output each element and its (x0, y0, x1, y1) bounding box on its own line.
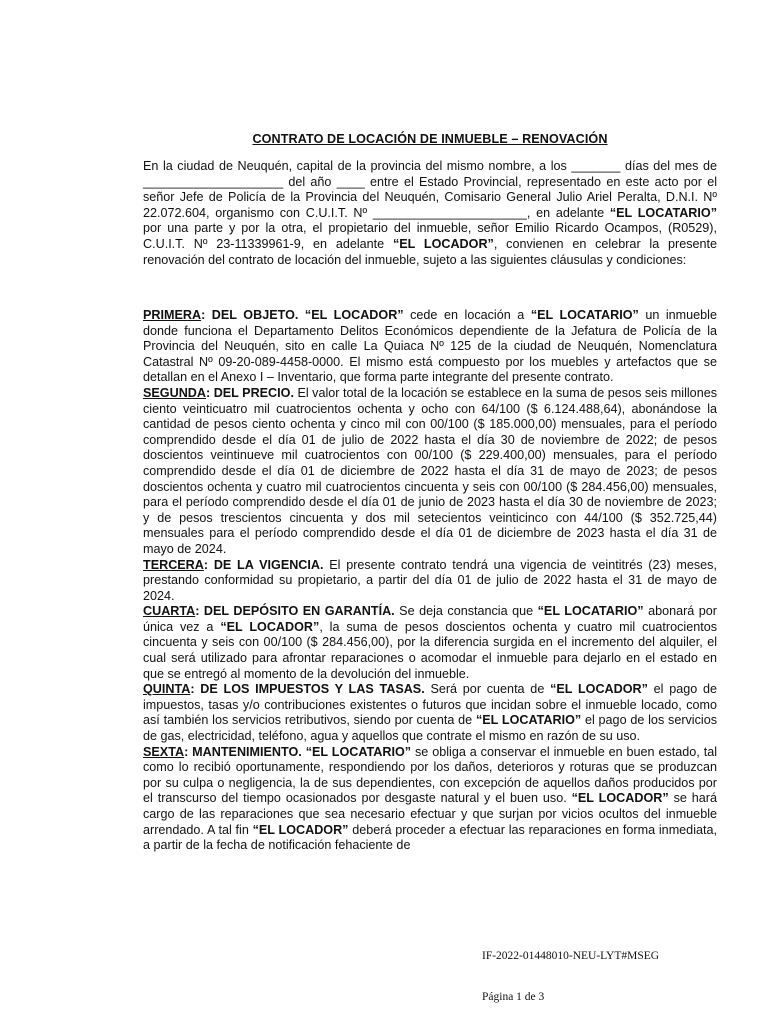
clause-cuarta (143, 604, 717, 682)
clause-text: el pago de impuestos, tasas y/o contribuciones existentes o futuros que incidan sobre el inmueble locado, como así también los servicios retributivos, siendo por cuenta de (143, 682, 717, 728)
clause-text: cede en locación a (403, 308, 531, 322)
clause-text: , la suma de pesos doscientos ochenta y cuatro mil cuatrocientos cincuenta y seis con 00/100 ($ 284.456,00), por la diferencia surgida en el incremento del alquiler, el cual será utilizado para afrontar reparaciones o acomodar el inmueble para dejarlo en el estado en que se entregó al momento de la devolución del inmueble. (143, 619, 717, 681)
clause-title: : DEL DEPÓSITO EN GARANTÍA. (195, 604, 395, 619)
clause-tercera (143, 558, 717, 605)
clause-primera (143, 308, 717, 386)
party-name: “EL LOCATARIO” (609, 205, 717, 220)
clause-text: abonará por única vez a (143, 604, 717, 634)
clause-title: : DE LA VIGENCIA. (203, 557, 324, 572)
clause-segunda (143, 386, 717, 558)
clause-heading (143, 682, 425, 696)
clause-text: Será por cuenta de (424, 682, 551, 697)
party-name: “EL LOCADOR” (252, 822, 349, 837)
clause-heading (143, 386, 294, 400)
clauses-section (143, 308, 717, 854)
intro-text (143, 159, 717, 268)
clause-title: : DEL OBJETO. (201, 308, 299, 322)
clause-number: SEXTA (143, 744, 185, 759)
clause-title: : DEL PRECIO. (205, 385, 294, 400)
clause-sexta (143, 745, 717, 854)
clause-text: , convienen en celebrar la presente renovación del contrato de locación del inmueble, sujeto a las siguientes cláusulas y condiciones: (143, 236, 718, 267)
clause-text: se hará cargo de las reparaciones que sea necesario efectuar y que surjan por vicios ocultos del inmueble arrendado. A tal fin (143, 791, 717, 837)
clause-title: : DE LOS IMPUESTOS Y LAS TASAS. (190, 682, 425, 697)
clause-number: QUINTA (143, 682, 191, 697)
clause-text: En la ciudad de Neuquén, capital de la provincia del mismo nombre, a los _______ días del mes de ____________________ del año ____ entre el Estado Provincial, representado en este acto por el señor Jefe de Policía de la Provincia del Neuquén, Comisario General Julio Ariel Peralta, D.N.I. Nº 22.072.604, organismo con C.U.I.T. Nº ______________________, en adelante (143, 159, 717, 220)
clause-text: deberá proceder a efectuar las reparaciones en forma inmediata, a partir de la fecha de notificación fehaciente de (143, 822, 717, 853)
party-name: “EL LOCADOR” (571, 791, 669, 806)
clause-number: PRIMERA (143, 308, 202, 322)
clause-text: El presente contrato tendrá una vigencia de veintitrés (23) meses, prestando conformidad su propietario, a partir del día 01 de julio de 2022 hasta el 31 de mayo de 2024. (143, 557, 717, 603)
document-title: CONTRATO DE LOCACIÓN DE INMUEBLE – RENOVACIÓN (252, 132, 608, 146)
party-name: “EL LOCATARIO” (537, 604, 644, 619)
clause-title: : MANTENIMIENTO. (184, 744, 302, 759)
clause-number: SEGUNDA (143, 385, 206, 400)
intro-paragraph (143, 159, 717, 268)
clause-text: El valor total de la locación se establece en la suma de pesos seis millones ciento veinticuatro mil cuatrocientos ochenta y ocho con 64/100 ($ 6.124.488,64), abonándose la cantidad de pesos ciento ochenta y cinco mil con 00/100 ($ 185.000,00) mensuales, para el período comprendido desde el día 01 de julio de 2022 hasta el día 30 de noviembre de 2022; de pesos doscientos veintinueve mil cuatrocientos con 00/100 ($ 229.400,00) mensuales, para el período comprendido desde el día 01 de diciembre de 2022 hasta el día 31 de mayo de 2023; de pesos doscientos ochenta y cuatro mil cuatrocientos cincuenta y seis con 00/100 ($ 284.456,00) mensuales, para el período comprendido desde el día 01 de junio de 2023 hasta el día 30 de noviembre de 2023; y de pesos trescientos cincuenta y dos mil setecientos veinticinco con 44/100 ($ 352.725,44) mensuales para el período comprendido desde el día 01 de diciembre de 2023 hasta el día 31 de mayo de 2024. (143, 385, 717, 556)
party-name: “EL LOCATARIO” (475, 713, 582, 728)
clause-quinta (143, 682, 717, 744)
party-name: “EL LOCADOR” (220, 619, 320, 634)
party-name: “EL LOCATARIO” (305, 744, 412, 759)
clause-heading (143, 604, 395, 618)
page-number: Página 1 de 3 (482, 991, 545, 1003)
clause-heading (143, 308, 298, 322)
party-name: “EL LOCADOR” (304, 308, 404, 322)
clause-text: Se deja constancia que (394, 604, 538, 619)
clause-number: CUARTA (143, 604, 196, 619)
party-name: “EL LOCATARIO” (530, 308, 639, 322)
clause-text: por una parte y por la otra, el propietario del inmueble, señor Emilio Ricardo Ocampos, (R0529), C.U.I.T. Nº 23-11339961-9, en adelante (143, 221, 717, 251)
clause-number: TERCERA (143, 557, 204, 572)
party-name: “EL LOCADOR” (550, 682, 648, 697)
document-id: IF-2022-01448010-NEU-LYT#MSEG (482, 950, 660, 962)
clause-text: un inmueble donde funciona el Departamento Delitos Económicos dependiente de la Jefatura de Policía de la Provincia del Neuquén, sito en calle La Quiaca Nº 125 de la ciudad de Neuquén, Nomenclatura Catastral Nº 09-20-089-4458-0000. El mismo está compuesto por los muebles y artefactos que se detallan en el Anexo I – Inventario, que forma parte integrante del presente contrato. (143, 308, 717, 385)
party-name: “EL LOCADOR” (392, 236, 494, 251)
clause-text: se obliga a conservar el inmueble en buen estado, tal como lo recibió oportunamente, respondiendo por los daños, deterioros y roturas que se produzcan por su culpa o negligencia, la de sus dependientes, con excepción de aquellos daños producidos por el transcurso del tiempo ocasionados por desgaste natural y el buen uso. (143, 744, 718, 806)
clause-heading (143, 558, 324, 572)
clause-text: el pago de los servicios de gas, electricidad, teléfono, agua y aquellos que contrate el mismo en razón de su uso. (143, 713, 718, 744)
clause-heading (143, 745, 302, 759)
